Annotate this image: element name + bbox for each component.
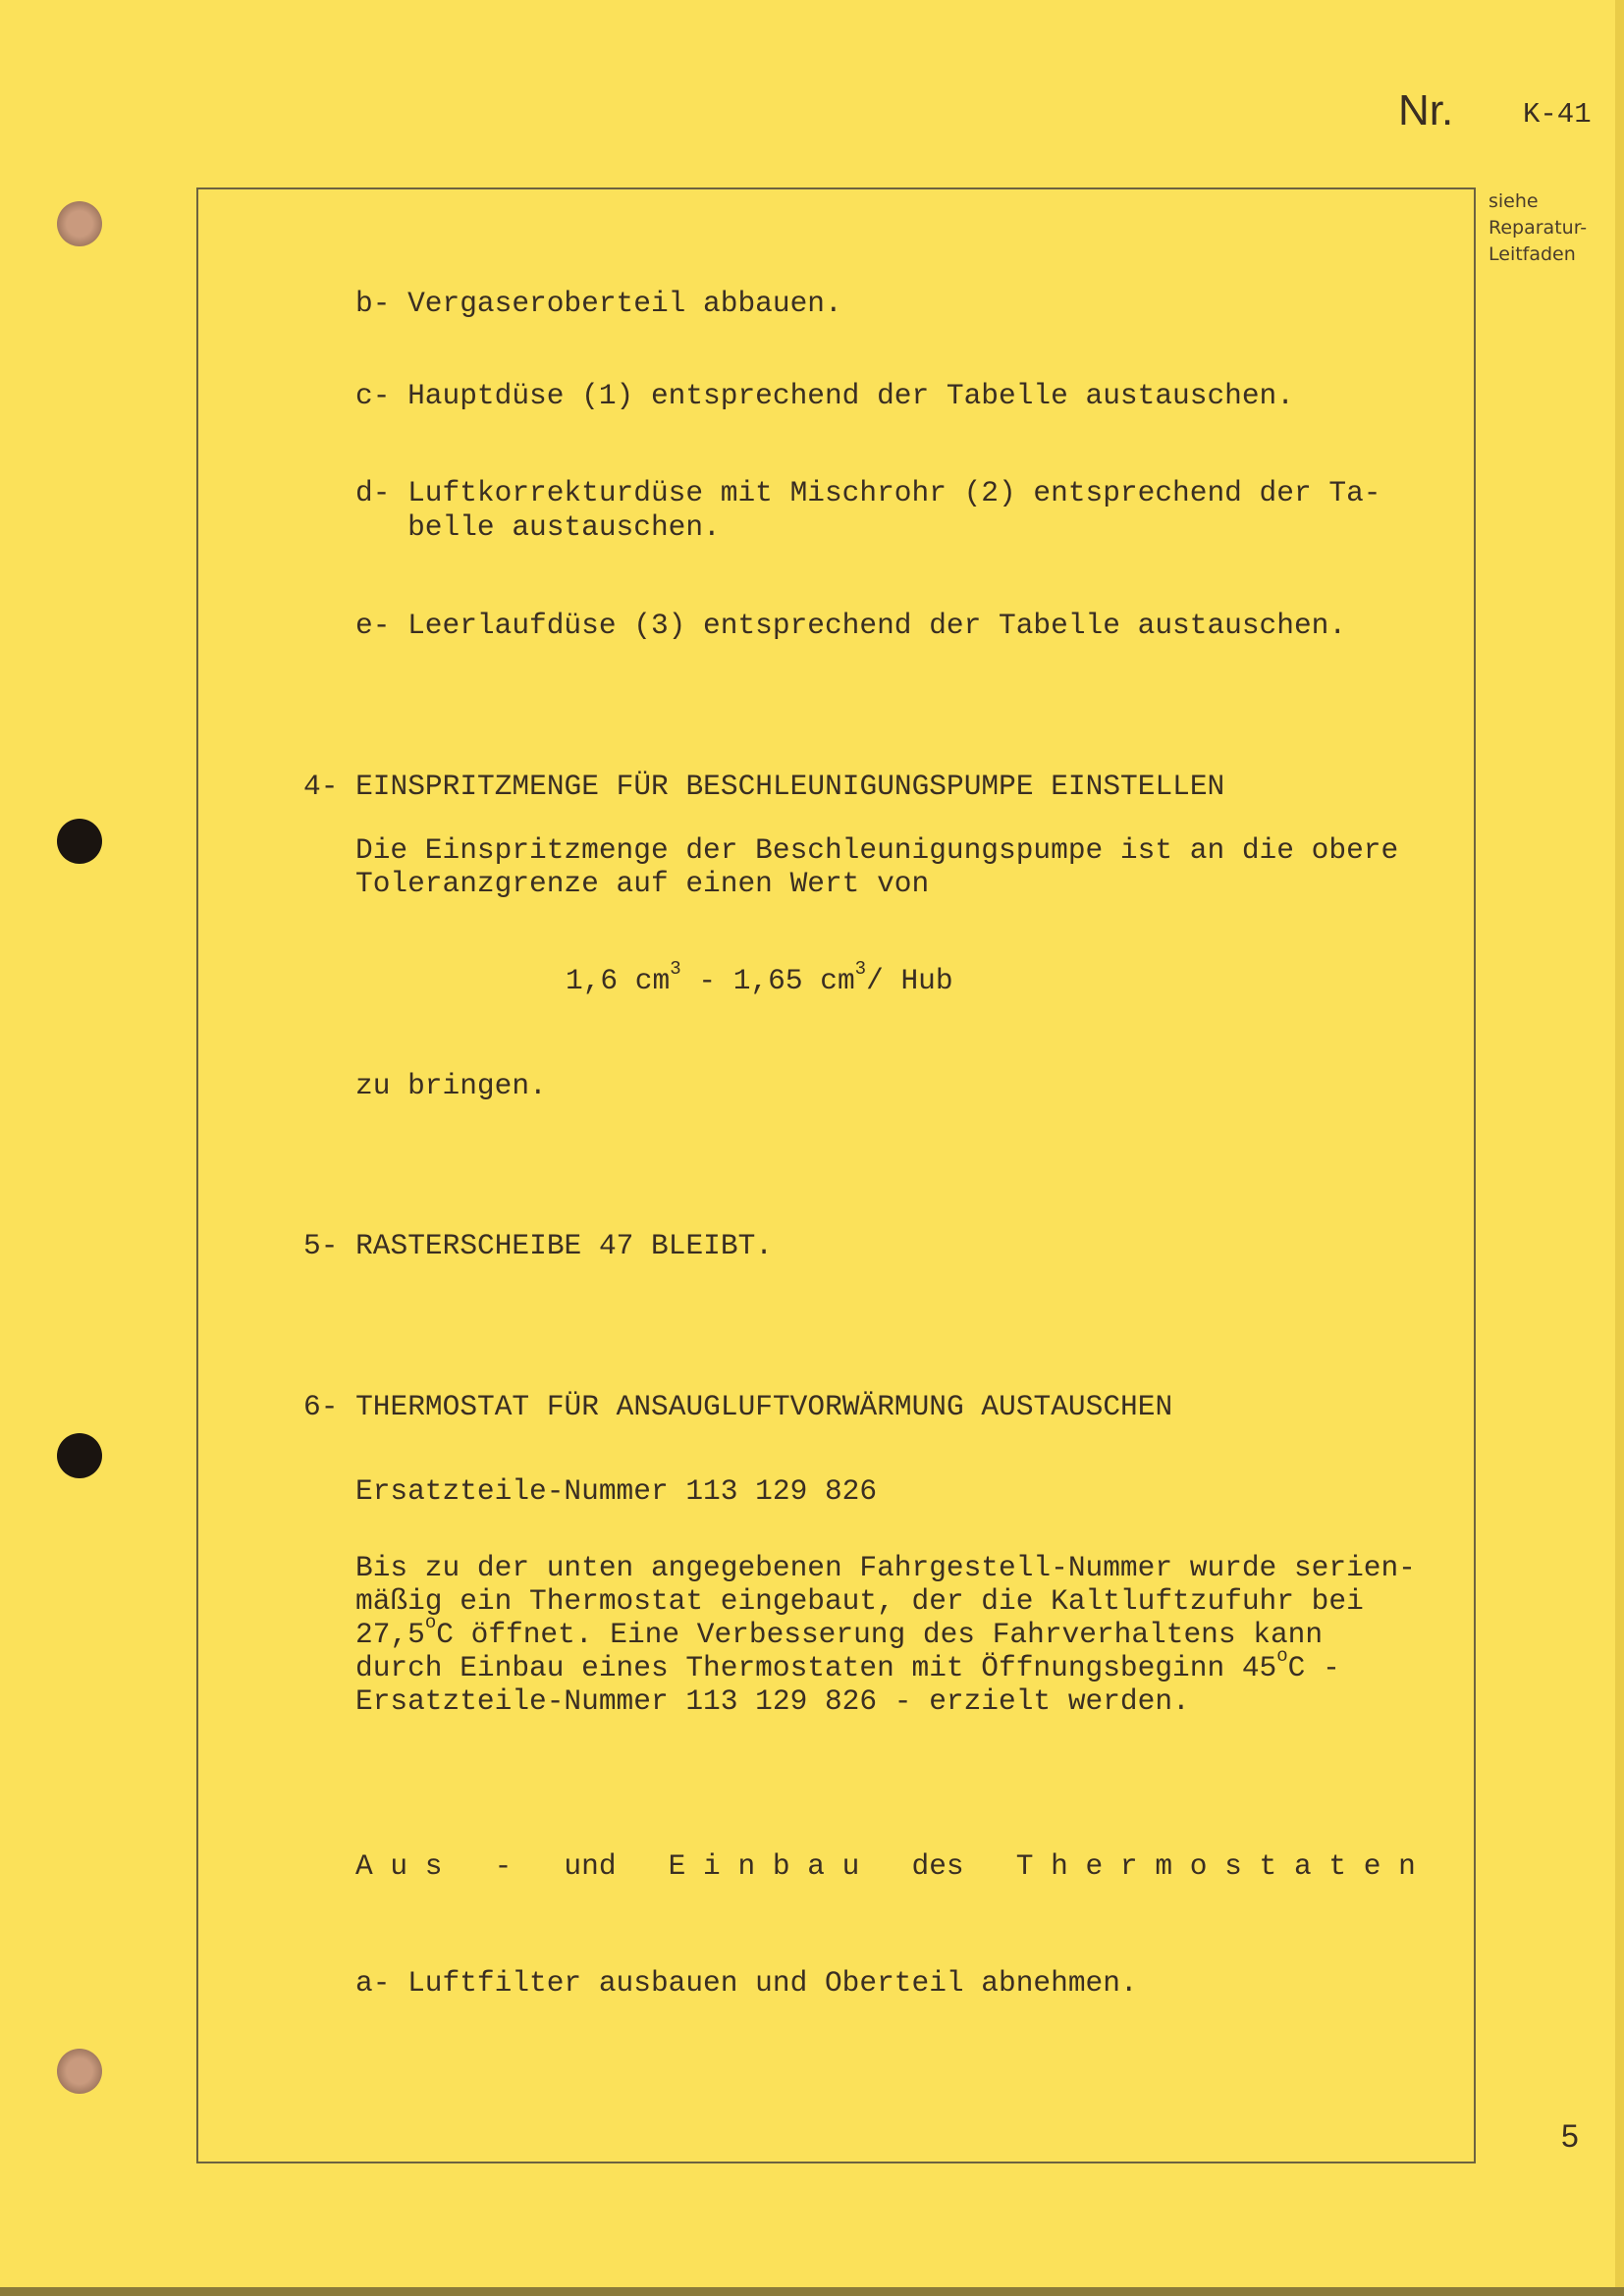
step-a: a- Luftfilter ausbauen und Oberteil abnehmen. bbox=[355, 1966, 1138, 2000]
step-b: b- Vergaseroberteil abbauen. bbox=[355, 287, 842, 320]
step-d: d- Luftkorrekturdüse mit Mischrohr (2) entsprechend der Ta- bbox=[355, 476, 1381, 509]
superscript: 3 bbox=[854, 958, 867, 981]
side-note-line: siehe bbox=[1489, 190, 1539, 212]
step-d-cont: belle austauschen. bbox=[355, 510, 721, 544]
part-number: Ersatzteile-Nummer 113 129 826 bbox=[355, 1474, 878, 1508]
para-line: Bis zu der unten angegebenen Fahrgestell-Nummer wurde serien- bbox=[355, 1551, 1416, 1584]
injection-volume-formula bbox=[566, 958, 953, 997]
text: 27,5 bbox=[355, 1618, 425, 1651]
formula-part: / Hub bbox=[866, 964, 953, 997]
formula-part: 1,6 cm bbox=[566, 964, 671, 997]
side-note-line: Reparatur- bbox=[1489, 217, 1588, 239]
side-note bbox=[1489, 188, 1587, 268]
punch-hole bbox=[57, 2049, 102, 2094]
nr-label: Nr. bbox=[1398, 86, 1454, 134]
section-4-heading: 4- EINSPRITZMENGE FÜR BESCHLEUNIGUNGSPUMPE EINSTELLEN bbox=[303, 770, 1225, 803]
punch-hole bbox=[57, 819, 102, 864]
text: durch Einbau eines Thermostaten mit Öffnungsbeginn 45 bbox=[355, 1651, 1277, 1684]
step-c: c- Hauptdüse (1) entsprechend der Tabelle austauschen. bbox=[355, 379, 1294, 412]
text: C öffnet. Eine Verbesserung des Fahrverhaltens kann bbox=[436, 1618, 1324, 1651]
para-line bbox=[355, 1612, 1324, 1651]
formula-part: - 1,65 cm bbox=[680, 964, 855, 997]
superscript: 3 bbox=[670, 958, 681, 981]
document-number: K-41 bbox=[1523, 98, 1592, 131]
paper-edge-bottom bbox=[0, 2287, 1624, 2296]
step-e: e- Leerlaufdüse (3) entsprechend der Tabelle austauschen. bbox=[355, 609, 1347, 642]
subheading-removal-installation: A u s - und E i n b a u des T h e r m o s t a t e n bbox=[355, 1849, 1416, 1883]
text: C - bbox=[1287, 1651, 1340, 1684]
degree-sign: o bbox=[424, 1612, 437, 1634]
section-4-text: Die Einspritzmenge der Beschleunigungspumpe ist an die obere bbox=[355, 833, 1399, 867]
paper-edge bbox=[1615, 0, 1624, 2296]
punch-hole bbox=[57, 1433, 102, 1478]
punch-hole bbox=[57, 201, 102, 246]
section-4-closing: zu bringen. bbox=[355, 1069, 547, 1102]
para-line bbox=[355, 1645, 1340, 1684]
page-number: 5 bbox=[1561, 2118, 1579, 2154]
section-4-text: Toleranzgrenze auf einen Wert von bbox=[355, 867, 930, 900]
degree-sign: o bbox=[1276, 1645, 1288, 1668]
section-5-heading: 5- RASTERSCHEIBE 47 BLEIBT. bbox=[303, 1229, 773, 1262]
side-note-line: Leitfaden bbox=[1489, 243, 1576, 265]
section-6-heading: 6- THERMOSTAT FÜR ANSAUGLUFTVORWÄRMUNG AUSTAUSCHEN bbox=[303, 1390, 1173, 1423]
para-line: Ersatzteile-Nummer 113 129 826 - erzielt werden. bbox=[355, 1684, 1190, 1718]
para-line: mäßig ein Thermostat eingebaut, der die Kaltluftzufuhr bei bbox=[355, 1584, 1364, 1618]
